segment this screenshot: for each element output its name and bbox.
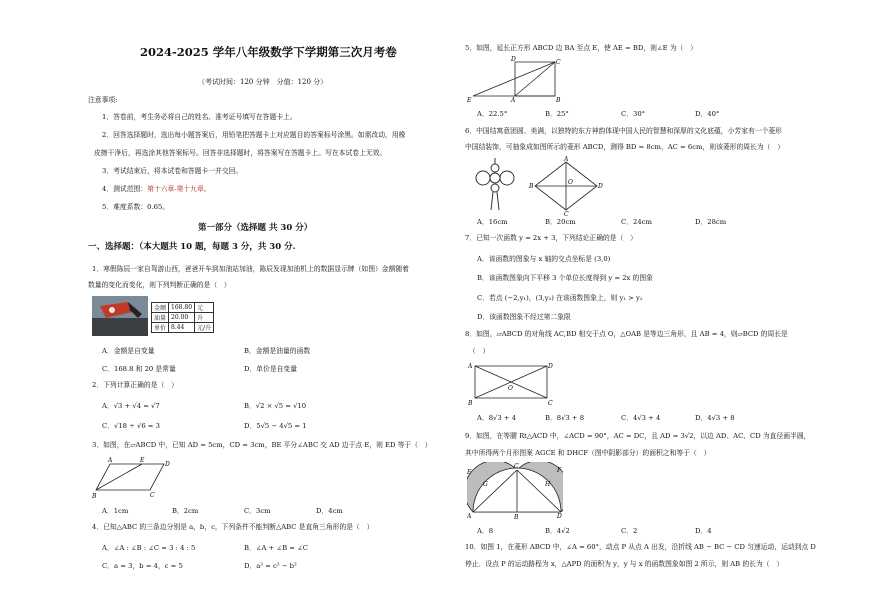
notice-2-cont: 皮擦干净后，再选涂其他答案标号。回答非选择题时，将答案写在答题卡上。写在本试卷上无效。 xyxy=(94,149,387,157)
q5-option-c: C．30° xyxy=(621,110,646,118)
q3-option-a: A．1cm xyxy=(102,507,129,515)
label-d: D xyxy=(165,461,170,468)
q7-option-a: A．该函数的图象与 x 轴的交点坐标是 (3,0) xyxy=(477,255,611,263)
label-c: C xyxy=(514,463,519,470)
q4-option-c: C．a = 3，b = 4，c = 5 xyxy=(102,562,183,570)
label-a: A xyxy=(564,156,569,163)
label-a: A xyxy=(468,363,473,370)
label-o: O xyxy=(508,385,513,392)
exam-info: （考试时间：120 分钟 分值：120 分） xyxy=(198,78,328,86)
notice-5: 5．难度系数：0.65。 xyxy=(102,203,170,211)
chinese-knot-icon xyxy=(471,156,521,212)
exam-title: 2024-2025 学年八年级数学下学期第三次月考卷 xyxy=(140,45,397,59)
q2-stem: 2．下列计算正确的是（ ） xyxy=(92,381,178,389)
q6-option-b: B．20cm xyxy=(545,218,576,226)
pump-display xyxy=(151,302,214,333)
q2-option-c: C．√18 ÷ √6 = 3 xyxy=(102,422,160,430)
label-c: C xyxy=(548,400,553,406)
label-d: D xyxy=(511,56,516,63)
label-f: F xyxy=(557,467,562,474)
q7-option-c: C．若点 (−2,y₁)，(3,y₂) 在该函数图象上，则 y₁ > y₂ xyxy=(477,294,643,302)
scope-text: 第十六章-第十九章。 xyxy=(147,185,211,193)
label-b: B xyxy=(92,493,97,500)
q5-option-b: B．25° xyxy=(545,110,569,118)
cell: 油量 xyxy=(152,313,169,323)
q1-option-b: B．金额是油量的函数 xyxy=(244,347,311,355)
fuel-pump-photo xyxy=(92,296,148,336)
q2-option-a: A．√3 + √4 = √7 xyxy=(102,402,160,410)
label-e: E xyxy=(467,97,472,102)
right-column xyxy=(465,0,840,615)
q6-option-c: C．24cm xyxy=(621,218,652,226)
cell: 单价 xyxy=(152,323,169,333)
q3-stem: 3．如图，在▱ABCD 中，已知 AD = 5cm，CD = 3cm，BE 平分∠ABC 交 AD 边于点 E，则 ED 等于（ ） xyxy=(92,441,432,449)
label-a: A xyxy=(511,97,516,102)
parallelogram-figure xyxy=(92,454,174,500)
q9-option-a: A．8 xyxy=(477,527,494,535)
label-b: B xyxy=(556,97,561,102)
q6-option-d: D．28cm xyxy=(695,218,727,226)
pump-row-price xyxy=(152,323,214,333)
q1-stem-2: 数量的变化而变化，则下列判断正确的是（ ） xyxy=(88,281,231,289)
semicircle-figure xyxy=(467,462,563,520)
q8-paren: （ ） xyxy=(469,347,490,355)
q5-stem: 5．如图，延长正方形 ABCD 边 BA 至点 E，使 AE = BD，则∠E 为（ ） xyxy=(465,44,697,52)
q8-option-c: C．4√3 + 4 xyxy=(621,414,661,422)
label-e: E xyxy=(467,469,472,476)
pump-row-amount xyxy=(152,303,214,313)
q4-option-d: D．a² = c² − b² xyxy=(244,562,297,570)
q6-stem-2: 中国结装饰，可抽象成如图所示的菱形 ABCD，测得 BD = 8cm，AC = 6cm，则该菱形的周长为（ ） xyxy=(465,143,785,151)
q9-option-b: B．4√2 xyxy=(545,527,570,535)
q5-option-a: A．22.5° xyxy=(477,110,508,118)
cell: 8.44 xyxy=(169,323,195,333)
notice-1: 1．答卷前，考生务必将自己的姓名、准考证号填写在答题卡上。 xyxy=(102,113,297,121)
q8-option-b: B．8√3 + 8 xyxy=(545,414,585,422)
q7-option-b: B．该函数图象向下平移 3 个单位长度得到 y = 2x 的图象 xyxy=(477,274,653,282)
q9-stem-2: 其中所得两个月形图案 AGCE 和 DHCF（图中阴影部分）的面积之和等于（ ） xyxy=(465,449,711,457)
label-d: D xyxy=(548,363,553,370)
q4-option-b: B．∠A + ∠B = ∠C xyxy=(244,544,309,552)
notice-3: 3．考试结束后，将本试卷和答题卡一并交回。 xyxy=(102,167,243,175)
cell: 金额 xyxy=(152,303,169,313)
notice-head: 注意事项: xyxy=(88,96,118,104)
q10-stem-2: 停止．设点 P 的运动路程为 x，△APD 的面积为 y，y 与 x 的函数图象如图 2 所示，则 AB 的长为（ ） xyxy=(465,560,784,568)
q8-option-d: D．4√3 + 8 xyxy=(695,414,735,422)
notice-2: 2．回答选择题时，选出每小题答案后，用铅笔把答题卡上对应题目的答案标号涂黑。如需改动，用橡 xyxy=(102,131,406,139)
cell: 168.80 xyxy=(169,303,195,313)
square-figure xyxy=(467,56,563,102)
q9-option-d: D．4 xyxy=(695,527,712,535)
notice-4: 4．测试范围：第十六章-第十九章。 xyxy=(102,185,211,193)
part1-heading: 第一部分（选择题 共 30 分） xyxy=(198,223,313,233)
label-b: B xyxy=(514,514,519,520)
q4-option-a: A．∠A : ∠B : ∠C = 3 : 4 : 5 xyxy=(102,544,196,552)
label-o: O xyxy=(568,179,573,186)
q6-stem-1: 6．中国结寓意团圆、美满，以独特的东方神韵体现中国人民的智慧和深厚的文化底蕴，小芳家有一个菱形 xyxy=(465,127,782,135)
q3-option-b: B．2cm xyxy=(172,507,199,515)
label-b: B xyxy=(529,183,534,190)
left-column xyxy=(88,0,456,615)
label-c: C xyxy=(150,492,155,499)
q2-option-b: B．√2 × √5 = √10 xyxy=(244,402,307,410)
label-c: C xyxy=(556,59,561,66)
q4-stem: 4．已知△ABC 的三条边分别是 a，b，c，下列条件不能判断△ABC 是直角三角形的是（ ） xyxy=(92,523,374,531)
pump-row-volume xyxy=(152,313,214,323)
q10-stem-1: 10．如图 1，在菱形 ABCD 中，∠A = 60°，动点 P 从点 A 出发，沿折线 AB − BC − CD 匀速运动，运动到点 D xyxy=(465,543,816,551)
label-a: A xyxy=(108,457,113,464)
cell: 元/升 xyxy=(195,323,214,333)
q6-option-a: A．16cm xyxy=(477,218,508,226)
q9-stem-1: 9．如图，在等腰 Rt△ACD 中，∠ACD = 90°，AC = DC，且 AD = 3√2，以边 AD、AC、CD 为直径画半圆， xyxy=(465,432,811,440)
q3-option-d: D．4cm xyxy=(316,507,343,515)
q1-option-a: A．金额是自变量 xyxy=(102,347,155,355)
label-g: G xyxy=(483,481,488,488)
q1-stem-1: 1．寒假陈辰一家自驾游山西，爸爸开车到加油站加油，陈辰发现加油机上的数据显示牌（如图）金额随着 xyxy=(92,265,409,273)
q8-option-a: A．8√3 + 4 xyxy=(477,414,517,422)
cell: 升 xyxy=(195,313,214,323)
label-c: C xyxy=(564,211,569,216)
q2-option-d: D．5√5 − 4√5 = 1 xyxy=(244,422,307,430)
q7-stem: 7．已知一次函数 y = 2x + 3，下列结论正确的是（ ） xyxy=(465,234,637,242)
label-e: E xyxy=(140,457,145,464)
q9-option-c: C．2 xyxy=(621,527,638,535)
q7-option-d: D．该函数图象不经过第二象限 xyxy=(477,313,571,321)
q1-option-d: D．单价是自变量 xyxy=(244,365,298,373)
cell: 元 xyxy=(195,303,214,313)
q5-option-d: D．40° xyxy=(695,110,720,118)
rhombus-figure xyxy=(529,156,603,216)
label-d: D xyxy=(557,513,562,520)
rectangle-figure xyxy=(467,360,553,406)
q8-stem: 8．如图，▱ABCD 的对角线 AC,BD 相交于点 O，△OAB 是等边三角形，且 AB = 4，则▱BCD 的周长是 xyxy=(465,330,788,338)
section1-heading: 一、选择题：（本大题共 10 题，每题 3 分，共 30 分. xyxy=(88,242,296,252)
label-h: H xyxy=(545,481,551,488)
q1-option-c: C．168.8 和 20 是常量 xyxy=(102,365,176,373)
q3-option-c: C．3cm xyxy=(244,507,271,515)
label-b: B xyxy=(468,400,473,406)
label-a: A xyxy=(467,513,472,520)
label-d: D xyxy=(598,183,603,190)
cell: 20.00 xyxy=(169,313,195,323)
